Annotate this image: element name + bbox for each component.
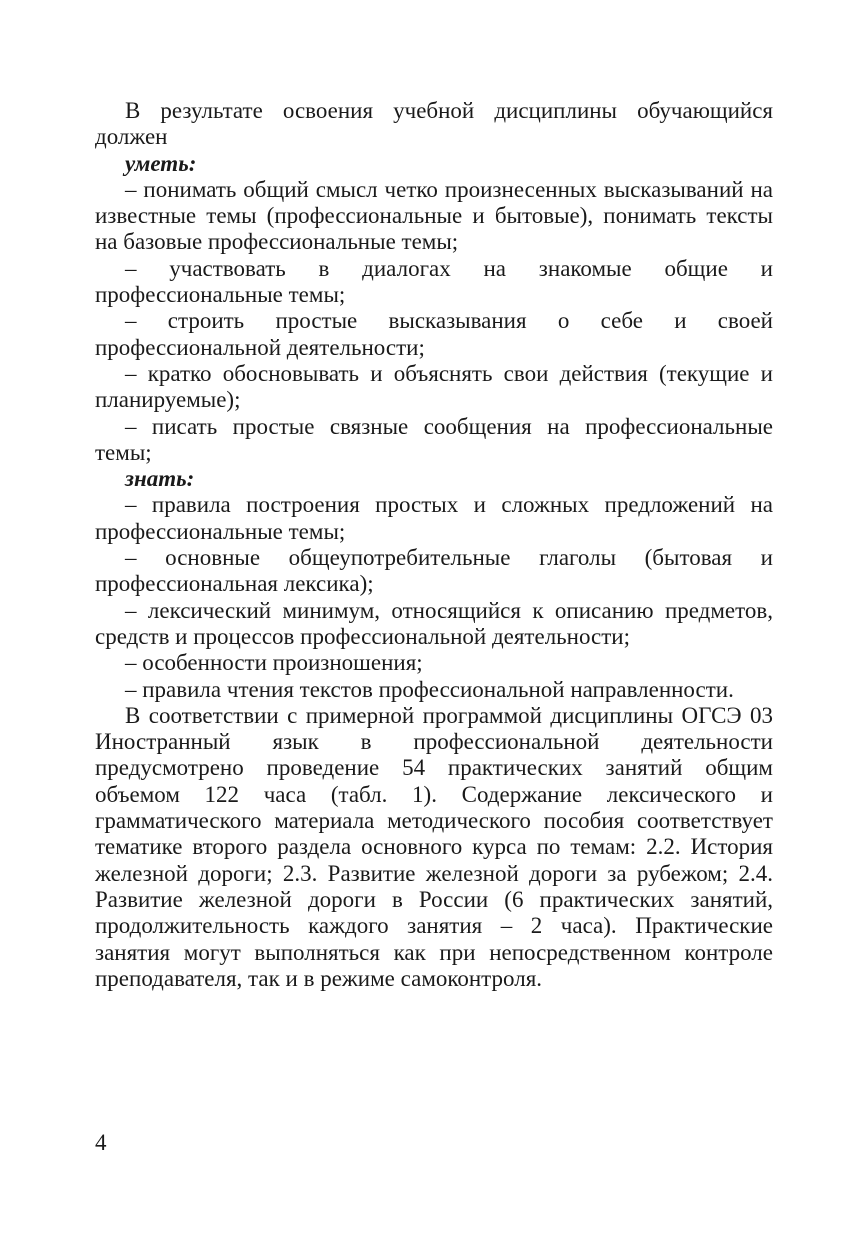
page-body (95, 98, 773, 992)
knowledge-item: – особенности произношения; (125, 650, 423, 676)
closing-paragraph: В соответствии с примерной программой дисциплины ОГСЭ 03 Иностранный язык в профессиональной деятельности предусмотрено проведение 54 практических занятий общим объемом 122 часа (табл. 1). Содержание лексического и грамматического материала методического пособия соответствует тематике второго раздела основного курса по темам: 2.2. История железной дороги; 2.3. Развитие железной дороги за рубежом; 2.4. Развитие железной дороги в России (6 практических занятий, продолжительность каждого занятия – 2 часа). Практические занятия могут выполняться как при непосредственном контроле преподавателя, так и в режиме самоконтроля. (95, 702, 773, 991)
knowledge-heading: знать: (125, 466, 195, 492)
skill-item: – участвовать в диалогах на знакомые общие и профессиональные темы; (95, 255, 773, 308)
page-number: 4 (95, 1130, 107, 1155)
intro-paragraph: В результате освоения учебной дисциплины обучающийся должен (95, 98, 773, 150)
skill-item: – понимать общий смысл четко произнесенных высказываний на известные темы (профессиональные и бытовые), понимать тексты на базовые профессиональные темы; (95, 176, 773, 255)
knowledge-item: – основные общеупотребительные глаголы (бытовая и профессиональная лексика); (95, 545, 773, 597)
knowledge-item: – правила построения простых и сложных предложений на профессиональные темы; (95, 492, 773, 544)
knowledge-item: – лексический минимум, относящийся к описанию предметов, средств и процессов профессиональной деятельности; (95, 597, 773, 649)
knowledge-item: – правила чтения текстов профессиональной направленности. (125, 676, 734, 702)
skill-item: – писать простые связные сообщения на профессиональные темы; (95, 413, 773, 465)
skills-heading: уметь: (125, 150, 197, 176)
skill-item: – кратко обосновывать и объяснять свои действия (текущие и планируемые); (95, 360, 773, 413)
skill-item: – строить простые высказывания о себе и своей профессиональной деятельности; (95, 308, 773, 360)
